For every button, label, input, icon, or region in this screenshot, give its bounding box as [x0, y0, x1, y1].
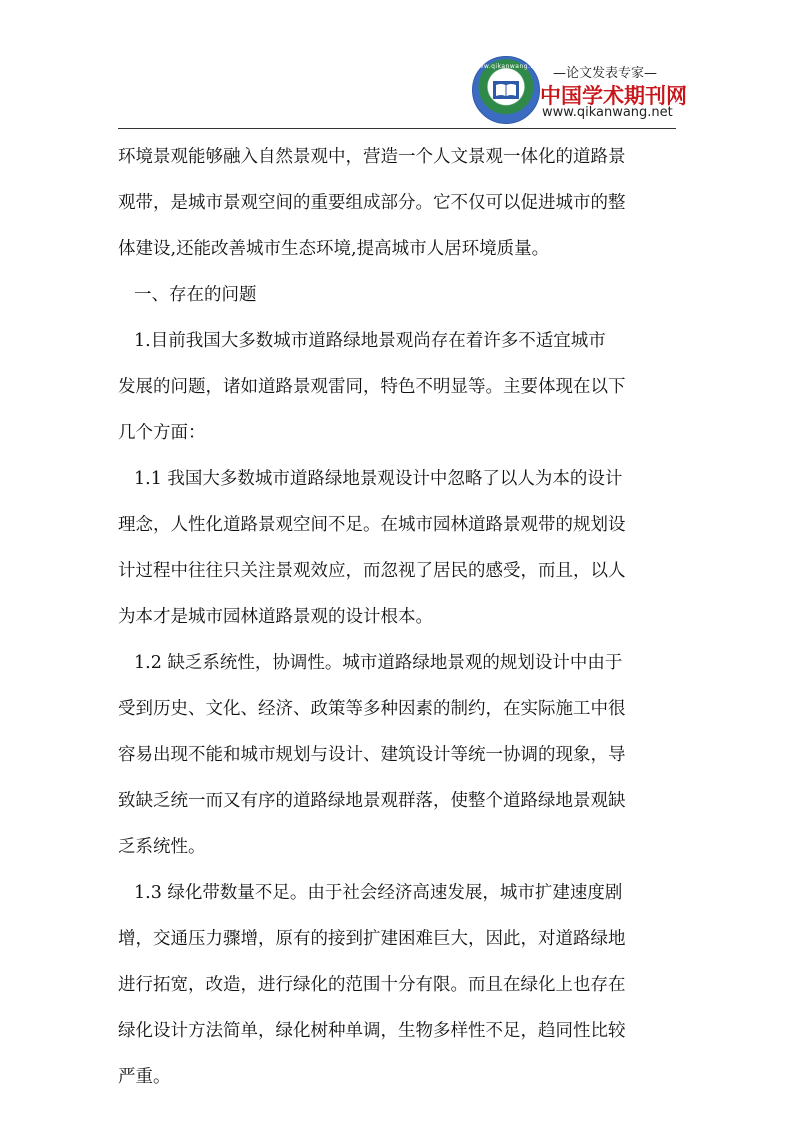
paragraph-line: 发展的问题，诸如道路景观雷同，特色不明显等。主要体现在以下 [118, 377, 626, 397]
paragraph-line: 乏系统性。 [118, 837, 206, 857]
brand-url: www.qikanwang.net [542, 105, 673, 120]
paragraph-line: 致缺乏统一而又有序的道路绿地景观群落，使整个道路绿地景观缺 [118, 791, 626, 811]
paragraph-line: 为本才是城市园林道路景观的设计根本。 [118, 607, 433, 627]
paragraph-line: 体建设,还能改善城市生态环境,提高城市人居环境质量。 [118, 239, 550, 259]
paragraph-line: 环境景观能够融入自然景观中，营造一个人文景观一体化的道路景 [118, 147, 626, 167]
paragraph-line: 1.1 我国大多数城市道路绿地景观设计中忽略了以人为本的设计 [134, 469, 623, 489]
paragraph-line: 1.3 绿化带数量不足。由于社会经济高速发展，城市扩建速度剧 [134, 883, 623, 903]
paragraph-line: 容易出现不能和城市规划与设计、建筑设计等统一协调的现象，导 [118, 745, 626, 765]
section-heading: 一、存在的问题 [134, 285, 257, 305]
header-divider [118, 128, 676, 129]
paragraph-line: 增，交通压力骤增，原有的接到扩建困难巨大，因此，对道路绿地 [118, 929, 626, 949]
paragraph-line: 理念，人性化道路景观空间不足。在城市园林道路景观带的规划设 [118, 515, 626, 535]
site-logo [472, 56, 540, 124]
paragraph-line: 受到历史、文化、经济、政策等多种因素的制约，在实际施工中很 [118, 699, 626, 719]
paragraph-line: 严重。 [118, 1067, 171, 1087]
open-book-icon [493, 81, 519, 99]
paragraph-line: 观带，是城市景观空间的重要组成部分。它不仅可以促进城市的整 [118, 193, 626, 213]
document-body [118, 134, 678, 1100]
paragraph-line: 1.2 缺乏系统性，协调性。城市道路绿地景观的规划设计中由于 [134, 653, 623, 673]
brand-tagline: —论文发表专家— [552, 66, 657, 81]
paragraph-line: 绿化设计方法简单，绿化树种单调，生物多样性不足，趋同性比较 [118, 1021, 626, 1041]
paragraph-line: 计过程中往往只关注景观效应，而忽视了居民的感受，而且，以人 [118, 561, 626, 581]
logo-ring-text: www.qikanwang.net [473, 63, 542, 70]
paragraph-line: 进行拓宽，改造，进行绿化的范围十分有限。而且在绿化上也存在 [118, 975, 626, 995]
brand-name: 中国学术期刊网 [540, 84, 687, 108]
paragraph-line: 几个方面： [118, 423, 206, 443]
site-header [470, 56, 687, 126]
paragraph-line: 1.目前我国大多数城市道路绿地景观尚存在着许多不适宜城市 [134, 331, 606, 351]
